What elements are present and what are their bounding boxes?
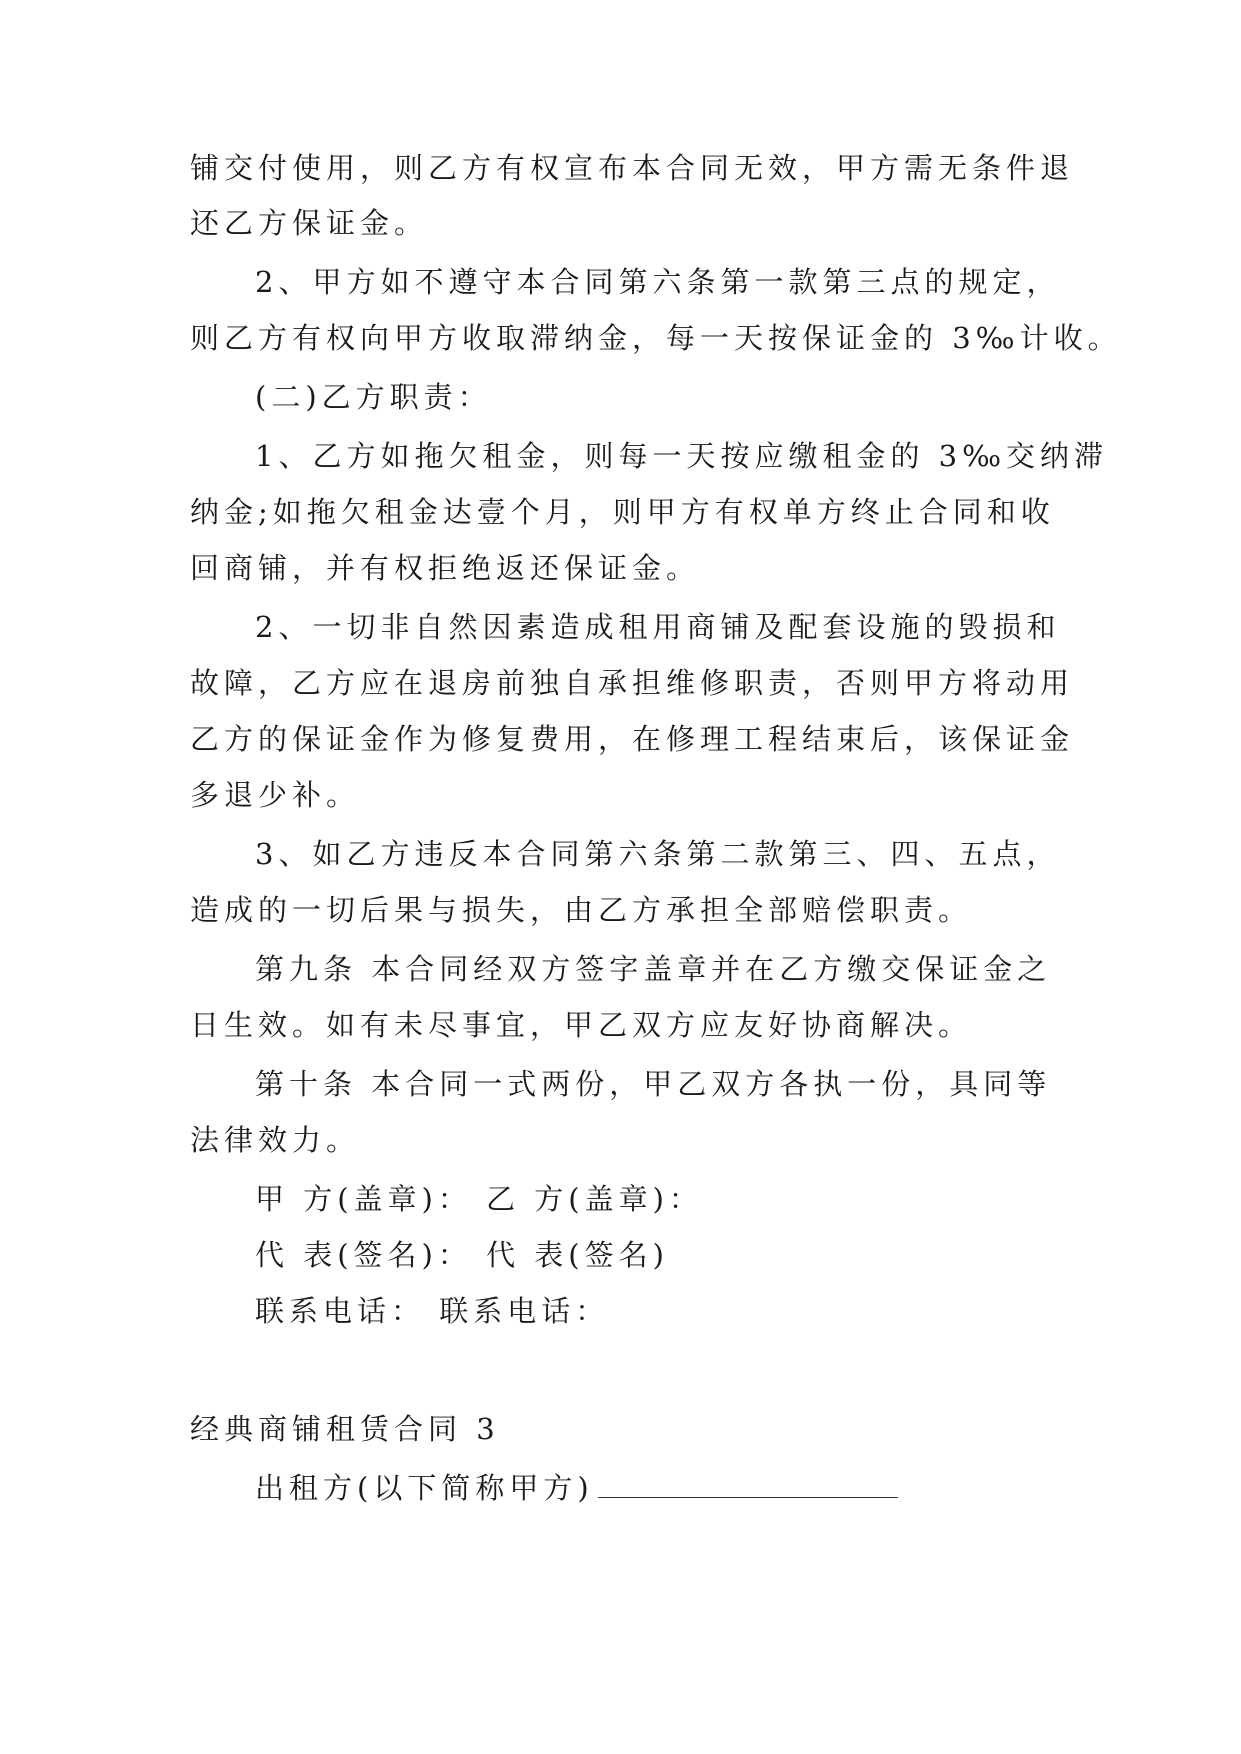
paragraph-line: 2、甲方如不遵守本合同第六条第一款第三点的规定， [255, 265, 1061, 299]
article-line: 第九条 本合同经双方签字盖章并在乙方缴交保证金之 [255, 952, 1052, 986]
paragraph-line: 乙方的保证金作为修复费用，在修理工程结束后，该保证金 [190, 722, 1075, 756]
signature-line-phone: 联系电话： 联系电话： [255, 1294, 610, 1328]
paragraph-line: 1、乙方如拖欠租金，则每一天按应缴租金的 3‰交纳滞 [255, 439, 1109, 473]
lessor-blank-field [598, 1471, 898, 1498]
paragraph-line: 法律效力。 [190, 1123, 361, 1157]
section-heading: (二)乙方职责： [255, 380, 492, 414]
paragraph-line: 纳金;如拖欠租金达壹个月，则甲方有权单方终止合同和收 [190, 495, 1055, 529]
paragraph-line: 造成的一切后果与损失，由乙方承担全部赔偿职责。 [190, 893, 973, 927]
paragraph-line: 则乙方有权向甲方收取滞纳金，每一天按保证金的 3‰计收。 [190, 321, 1122, 355]
paragraph-line: 2、一切非自然因素造成租用商铺及配套设施的毁损和 [255, 610, 1061, 644]
paragraph-line: 3、如乙方违反本合同第六条第二款第三、四、五点， [255, 837, 1061, 871]
paragraph-line: 回商铺，并有权拒绝返还保证金。 [190, 551, 701, 585]
lessor-line [255, 1468, 898, 1508]
lessor-label: 出租方(以下简称甲方) [255, 1471, 594, 1505]
contract-title: 经典商铺租赁合同 3 [190, 1412, 500, 1446]
signature-line-representative: 代 表(签名)： 代 表(签名) [255, 1238, 669, 1272]
signature-line-seal: 甲 方(盖章)： 乙 方(盖章)： [255, 1182, 703, 1216]
article-line: 第十条 本合同一式两份，甲乙双方各执一份，具同等 [255, 1067, 1052, 1101]
paragraph-line: 日生效。如有未尽事宜，甲乙双方应友好协商解决。 [190, 1008, 973, 1042]
paragraph-line: 多退少补。 [190, 778, 361, 812]
paragraph-line: 铺交付使用，则乙方有权宣布本合同无效，甲方需无条件退 [190, 151, 1075, 185]
paragraph-line: 故障，乙方应在退房前独自承担维修职责，否则甲方将动用 [190, 666, 1075, 700]
paragraph-line: 还乙方保证金。 [190, 206, 429, 240]
